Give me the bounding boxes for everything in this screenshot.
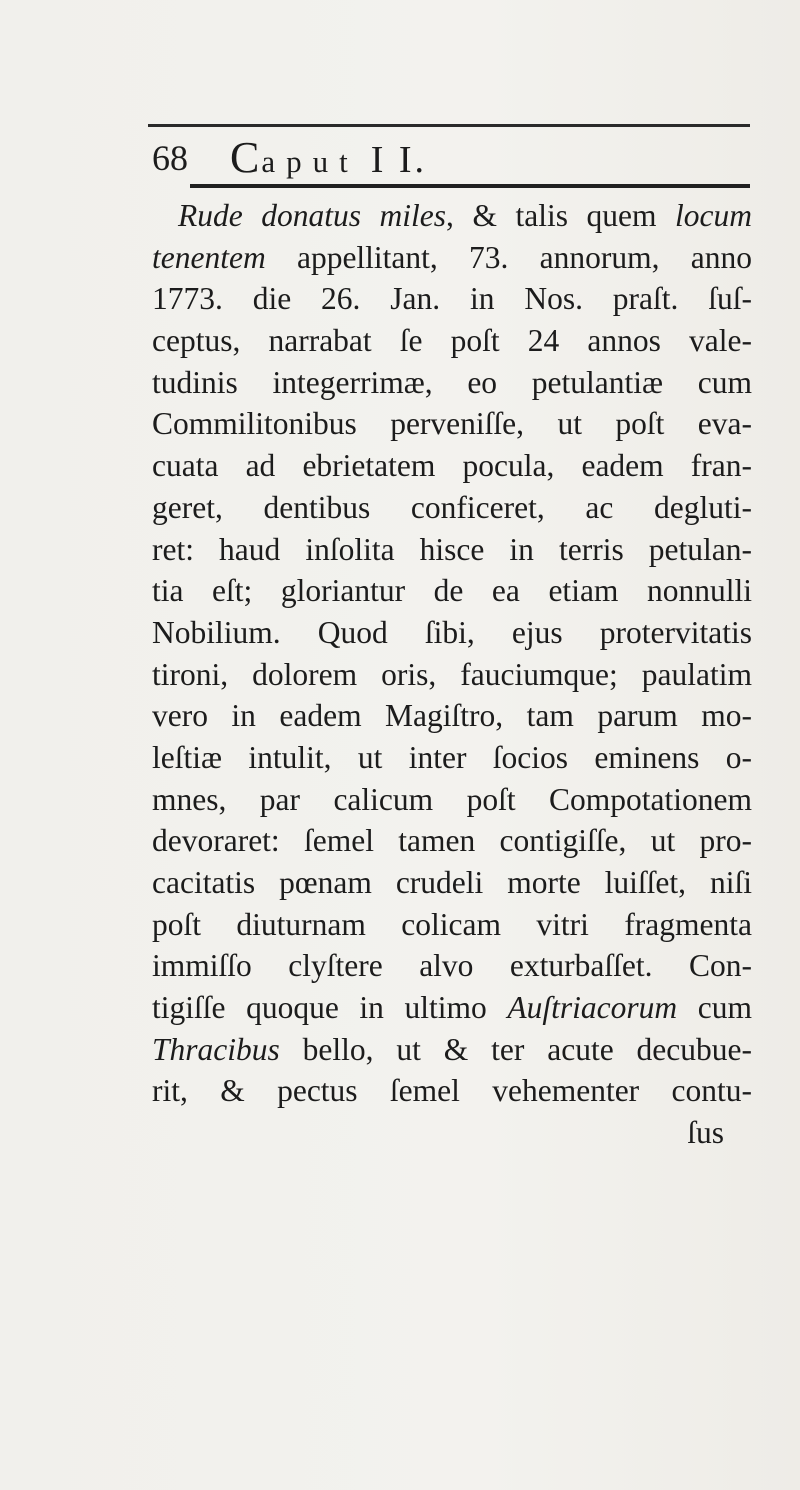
- text-segment: geret, dentibus conficeret, ac degluti-: [152, 489, 752, 525]
- text-segment: 1773. die 26. Jan. in Nos. praſt. ſuſ-: [152, 281, 752, 317]
- text-line: [152, 737, 752, 779]
- text-segment: mnes, par calicum poſt Compotationem: [152, 781, 752, 817]
- body-text: [152, 195, 752, 1154]
- text-line: [152, 1070, 752, 1112]
- italic-text: locum: [675, 198, 753, 233]
- header-rule-bottom: [190, 184, 750, 188]
- page-header: [152, 134, 752, 182]
- text-line: [152, 487, 752, 529]
- text-segment: , & talis quem: [446, 198, 676, 233]
- running-head-initial: C: [230, 133, 262, 182]
- text-segment: cum: [677, 990, 752, 1026]
- text-line: [152, 445, 752, 487]
- text-segment: tironi, dolorem oris, fauciumque; paulatim: [152, 656, 752, 692]
- text-segment: Commilitonibus perveniſſe, ut poſt eva-: [152, 406, 752, 442]
- text-line: [152, 945, 752, 987]
- text-segment: ſus: [687, 1115, 724, 1151]
- running-head: [230, 134, 427, 186]
- running-head-word: aput: [261, 144, 359, 179]
- text-segment: cacitatis pœnam crudeli morte luiſſet, niſi: [152, 865, 752, 900]
- text-line: [152, 362, 752, 404]
- text-line: [152, 403, 752, 445]
- text-line: [152, 695, 752, 737]
- italic-text: tenentem: [152, 239, 266, 275]
- text-line: [152, 904, 752, 946]
- text-line: [152, 195, 752, 237]
- text-segment: tudinis integerrimæ, eo petulantiæ cum: [152, 364, 752, 400]
- text-segment: bello, ut & ter acute decubue-: [279, 1031, 752, 1067]
- text-segment: immiſſo clyſtere alvo exturbaſſet. Con-: [152, 948, 752, 984]
- text-segment: cuata ad ebrietatem pocula, eadem fran-: [152, 448, 752, 484]
- text-segment: poſt diuturnam colicam vitri fragmenta: [152, 906, 752, 942]
- text-line: [152, 654, 752, 696]
- text-line: [152, 278, 752, 320]
- text-line: [152, 1029, 752, 1071]
- text-segment: ceptus, narrabat ſe poſt 24 annos vale-: [152, 323, 752, 359]
- text-line: [152, 612, 752, 654]
- text-segment: leſtiæ intulit, ut inter ſocios eminens o-: [152, 739, 752, 775]
- italic-text: Thracibus: [152, 1031, 280, 1067]
- text-line: [152, 529, 752, 571]
- text-line: [152, 862, 752, 904]
- text-segment: vero in eadem Magiſtro, tam parum mo-: [152, 698, 752, 734]
- text-segment: rit, & pectus ſemel vehementer contu-: [152, 1073, 752, 1109]
- page-number: 68: [152, 138, 188, 178]
- text-line: [152, 987, 752, 1029]
- text-segment: devoraret: ſemel tamen contigiſſe, ut pro-: [152, 823, 752, 859]
- text-segment: ret: haud inſolita hisce in terris petulan-: [152, 531, 752, 567]
- text-segment: tigiſſe quoque in ultimo: [152, 990, 508, 1026]
- italic-text: Rude donatus miles: [178, 198, 447, 233]
- text-segment: Nobilium. Quod ſibi, ejus protervitatis: [152, 614, 752, 650]
- text-line: [152, 237, 752, 279]
- text-line: [152, 779, 752, 821]
- chapter-numeral: I I.: [370, 139, 428, 181]
- catchword: [152, 1112, 752, 1154]
- italic-text: Auſtriacorum: [507, 990, 678, 1026]
- text-line: [152, 320, 752, 362]
- text-line: [152, 820, 752, 862]
- text-segment: tia eſt; gloriantur de ea etiam nonnulli: [152, 573, 752, 609]
- text-segment: appellitant, 73. annorum, anno: [265, 239, 752, 275]
- text-line: [152, 570, 752, 612]
- header-rule-top: [148, 124, 750, 127]
